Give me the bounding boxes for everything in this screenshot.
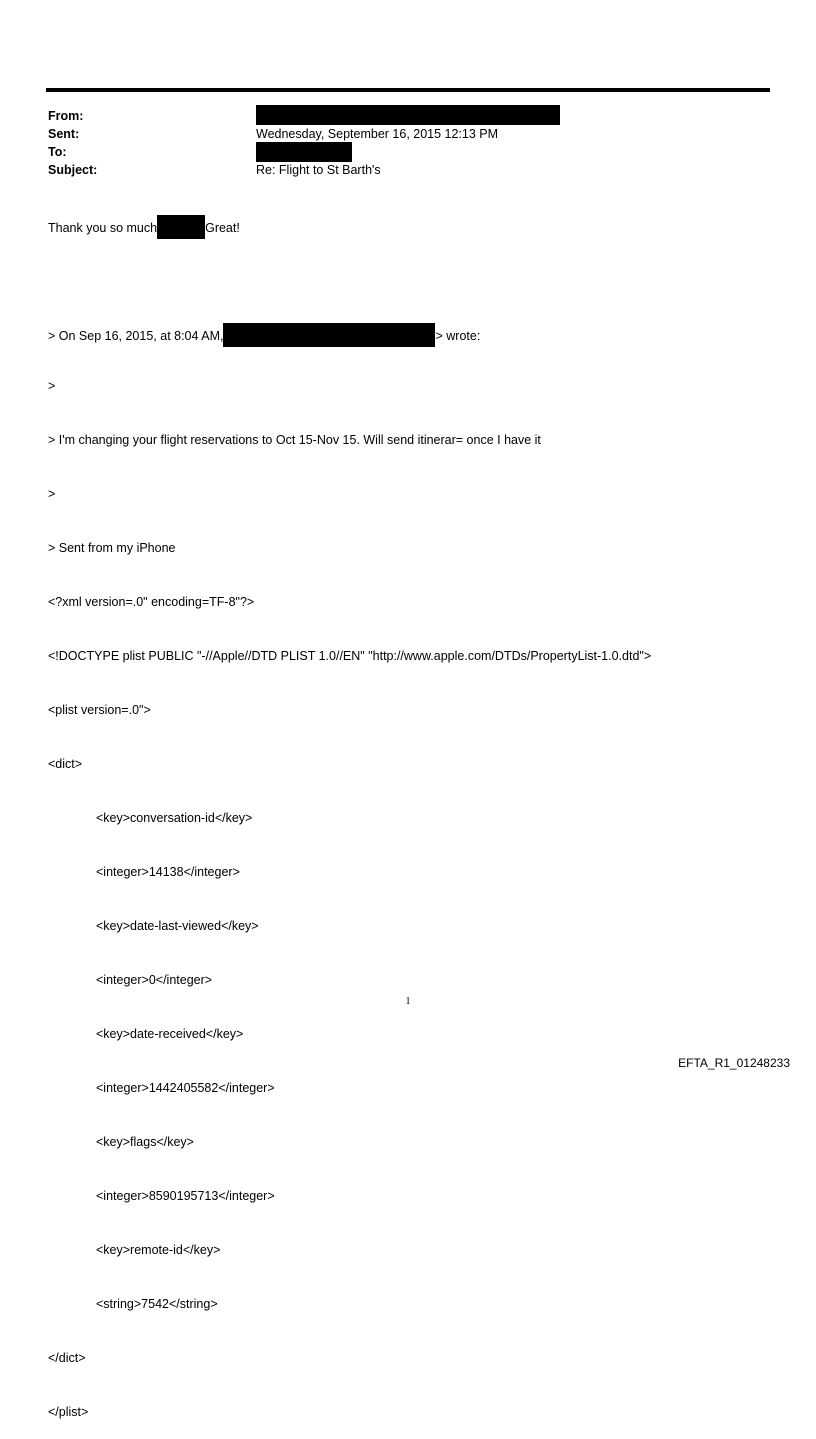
dict-line: <key>date-received</key> — [96, 1027, 244, 1041]
quote-intro-start: > On Sep 16, 2015, at 8:04 AM, — [48, 329, 224, 343]
sent-value: Wednesday, September 16, 2015 12:13 PM — [256, 127, 499, 141]
redaction-block — [157, 215, 205, 239]
subject-row — [48, 161, 768, 179]
from-label: From: — [48, 109, 84, 123]
dict-line: <integer>1442405582</integer> — [96, 1081, 275, 1095]
body-line: > — [48, 487, 56, 501]
redaction-block — [223, 323, 435, 347]
dict-line: <key>conversation-id</key> — [96, 811, 253, 825]
dict-line: <key>date-last-viewed</key> — [96, 919, 259, 933]
subject-label: Subject: — [48, 163, 98, 177]
quote-intro — [48, 323, 768, 341]
body-line: > Sent from my iPhone — [48, 541, 176, 555]
redaction-block — [256, 105, 560, 125]
to-label: To: — [48, 145, 67, 159]
email-header — [48, 107, 768, 179]
body-line: <dict> — [48, 757, 83, 771]
body-line: <!DOCTYPE plist PUBLIC "-//Apple//DTD PLIST 1.0//EN" "http://www.apple.com/DTDs/PropertyList-1.0.dtd"> — [48, 649, 652, 663]
sent-label: Sent: — [48, 127, 80, 141]
quote-intro-end: > wrote: — [435, 329, 481, 343]
page-number: 1 — [405, 996, 411, 1007]
to-value — [256, 142, 352, 162]
quoted-message — [48, 287, 768, 1439]
body-line: > — [48, 379, 56, 393]
sent-row — [48, 125, 768, 143]
dict-line: <key>remote-id</key> — [96, 1243, 221, 1257]
from-value — [256, 107, 560, 126]
reply-text — [48, 215, 768, 239]
body-line: </dict> — [48, 1351, 86, 1365]
body-line: <plist version=.0"> — [48, 703, 151, 717]
bates-number: EFTA_R1_01248233 — [678, 1056, 790, 1070]
reply-text-start: Thank you so much — [48, 221, 158, 235]
dict-line: <string>7542</string> — [96, 1297, 218, 1311]
reply-text-end: Great! — [205, 221, 240, 235]
dict-line: <key>flags</key> — [96, 1135, 194, 1149]
header-rule — [46, 88, 770, 92]
body-line: <?xml version=.0" encoding=TF-8"?> — [48, 595, 255, 609]
dict-line: <integer>8590195713</integer> — [96, 1189, 275, 1203]
body-line: </plist> — [48, 1405, 89, 1419]
dict-line: <integer>0</integer> — [96, 973, 213, 987]
to-row — [48, 143, 768, 161]
from-row — [48, 107, 768, 125]
redaction-block — [256, 142, 352, 162]
dict-line: <integer>14138</integer> — [96, 865, 240, 879]
subject-value: Re: Flight to St Barth's — [256, 163, 381, 177]
body-line: > I'm changing your flight reservations to Oct 15-Nov 15. Will send itinerar= once I have it — [48, 433, 541, 447]
